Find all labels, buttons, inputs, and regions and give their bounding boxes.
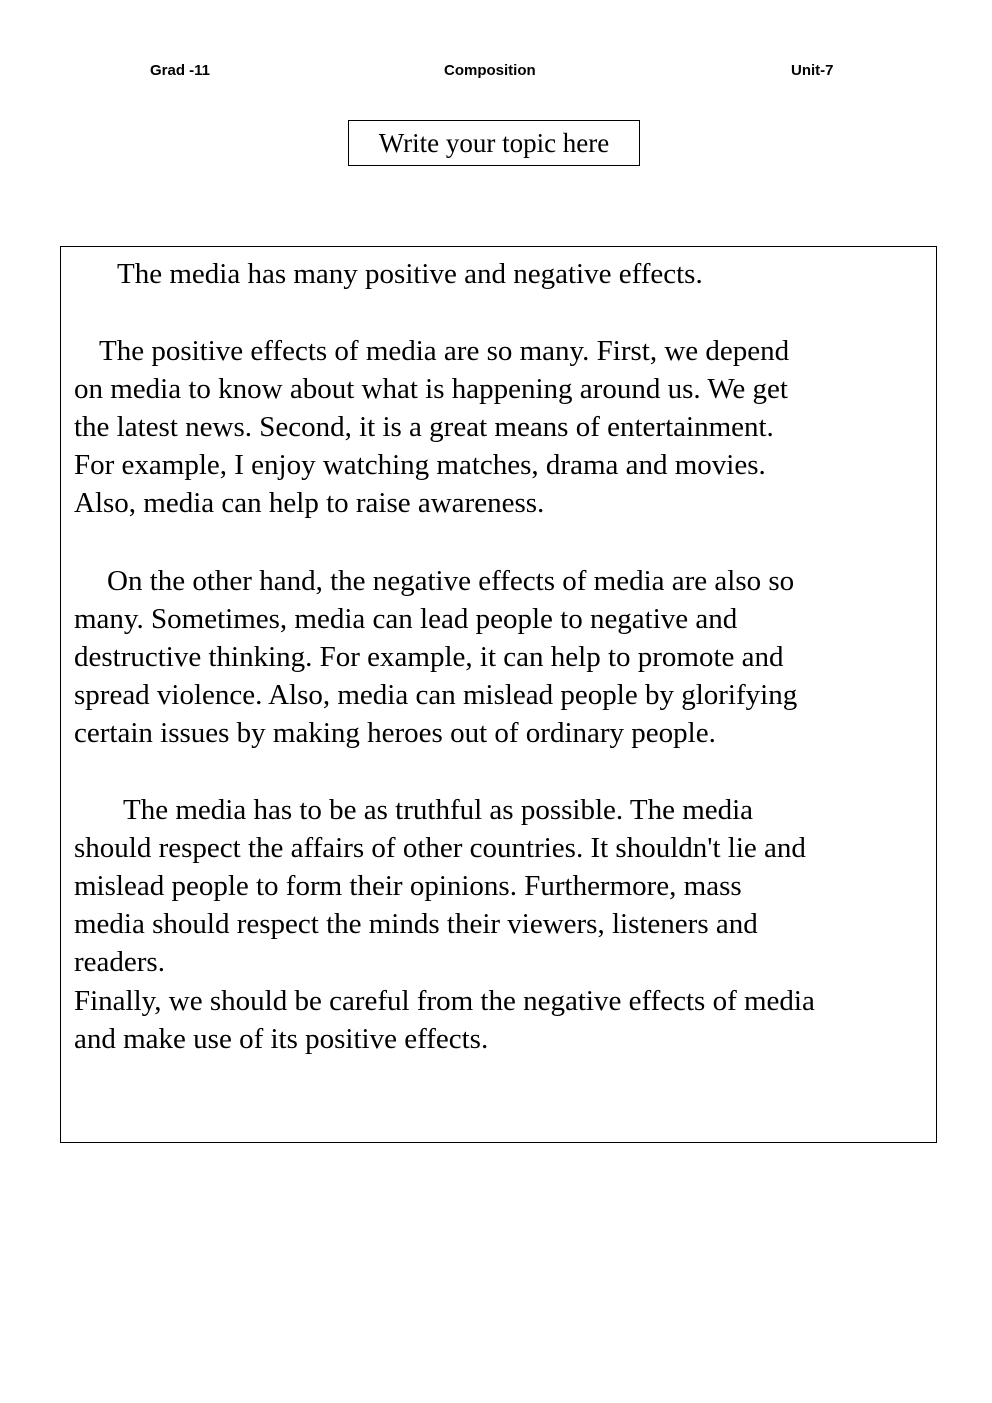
essay-line: many. Sometimes, media can lead people to negative and bbox=[74, 603, 738, 635]
essay-line: The positive effects of media are so many. First, we depend bbox=[99, 335, 790, 367]
essay-line: Also, media can help to raise awareness. bbox=[74, 487, 545, 519]
unit-label: Unit-7 bbox=[791, 62, 834, 79]
essay-line: The media has many positive and negative effects. bbox=[117, 258, 703, 290]
essay-line: spread violence. Also, media can mislead people by glorifying bbox=[74, 679, 798, 711]
essay-line: readers. bbox=[74, 946, 165, 978]
essay-line: mislead people to form their opinions. Furthermore, mass bbox=[74, 870, 742, 902]
grade-label: Grad -11 bbox=[150, 62, 211, 79]
essay-line: Finally, we should be careful from the negative effects of media bbox=[74, 985, 815, 1017]
essay-line: The media has to be as truthful as possible. The media bbox=[123, 794, 754, 826]
essay-line: For example, I enjoy watching matches, drama and movies. bbox=[74, 449, 766, 481]
essay-box bbox=[60, 246, 937, 1143]
essay-line: On the other hand, the negative effects of media are also so bbox=[107, 565, 795, 597]
essay-line: should respect the affairs of other countries. It shouldn't lie and bbox=[74, 832, 806, 864]
essay-line: destructive thinking. For example, it can help to promote and bbox=[74, 641, 784, 673]
subject-label: Composition bbox=[444, 62, 536, 79]
essay-line: and make use of its positive effects. bbox=[74, 1023, 489, 1055]
essay-line: certain issues by making heroes out of ordinary people. bbox=[74, 717, 716, 749]
topic-box[interactable]: Write your topic here bbox=[348, 120, 640, 166]
essay-line: media should respect the minds their viewers, listeners and bbox=[74, 908, 758, 940]
essay-line: the latest news. Second, it is a great means of entertainment. bbox=[74, 411, 774, 443]
essay-line: on media to know about what is happening around us. We get bbox=[74, 373, 788, 405]
